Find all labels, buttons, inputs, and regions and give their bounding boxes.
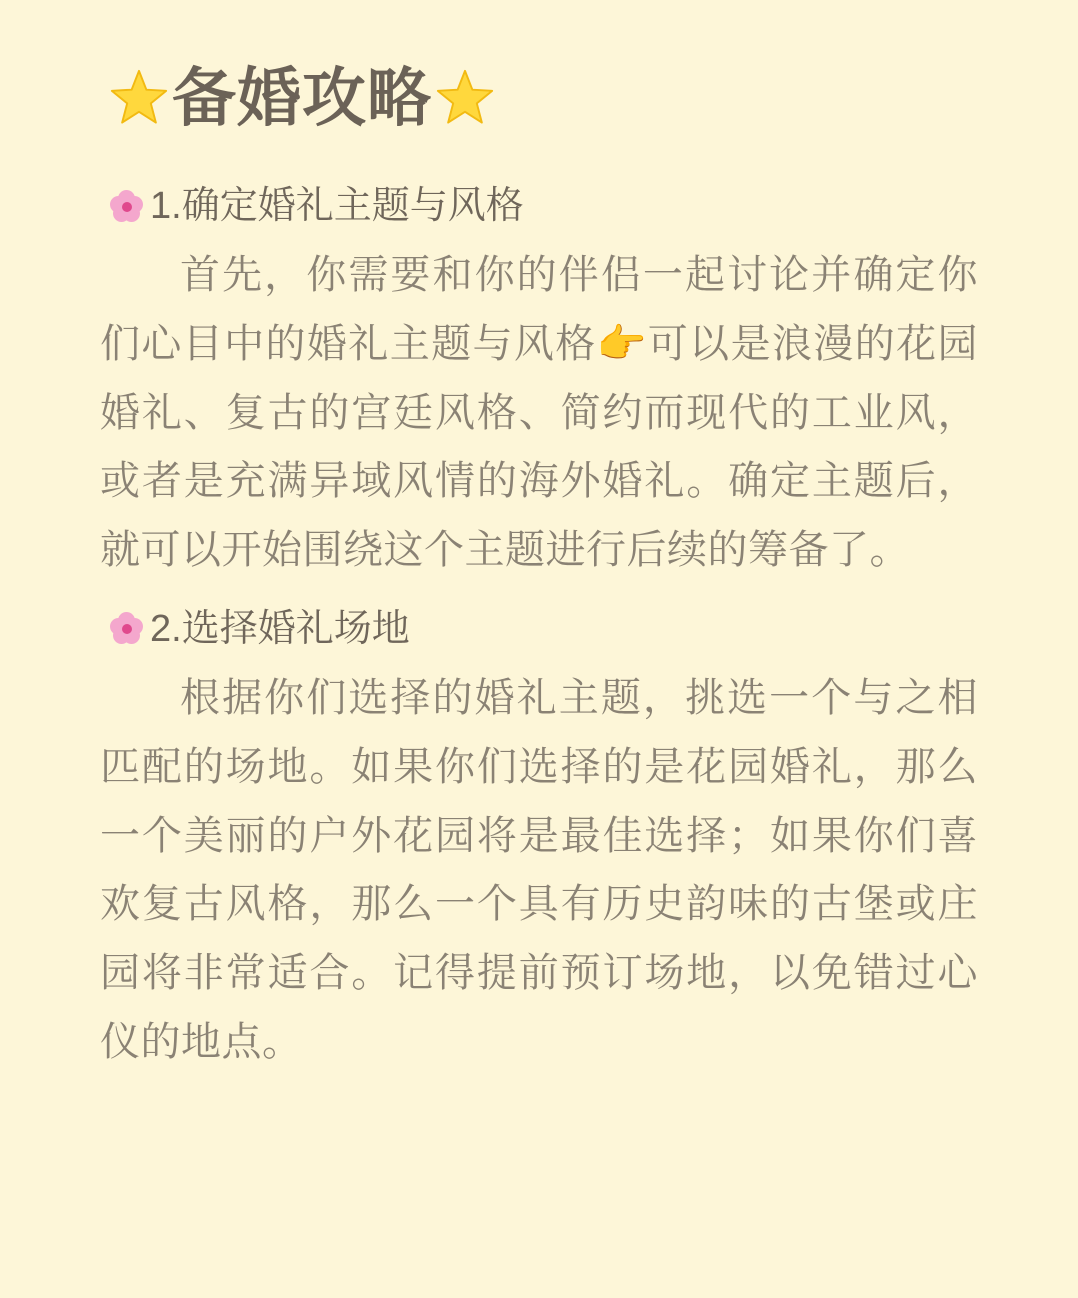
section-heading-1-text: 1.确定婚礼主题与风格 — [150, 185, 524, 227]
star-icon-right — [434, 67, 496, 129]
section-1-paragraph: 首先，你需要和你的伴侣一起讨论并确定你们心目中的婚礼主题与风格👉可以是浪漫的花园婚礼、复古的宫廷风格、简约而现代的工业风，或者是充满异域风情的海外婚礼。确定主题后，就可以开始围绕这个主题进行后续的筹备了。 — [100, 253, 978, 573]
section-heading-2-text: 2.选择婚礼场地 — [150, 607, 410, 650]
section-heading-1 — [110, 178, 978, 235]
page-title-text: 备婚攻略 — [172, 62, 432, 134]
section-heading-2 — [110, 601, 978, 658]
document-body — [100, 162, 978, 1087]
cherry-blossom-icon — [110, 612, 144, 646]
page-title — [108, 58, 978, 138]
section-2-paragraph: 根据你们选择的婚礼主题，挑选一个与之相匹配的场地。如果你们选择的是花园婚礼，那么一个美丽的户外花园将是最佳选择；如果你们喜欢复古风格，那么一个具有历史韵味的古堡或庄园将非常适合。记得提前预订场地，以免错过心仪的地点。 — [100, 675, 978, 1064]
cherry-blossom-icon — [110, 190, 144, 224]
star-icon-left — [108, 67, 170, 129]
